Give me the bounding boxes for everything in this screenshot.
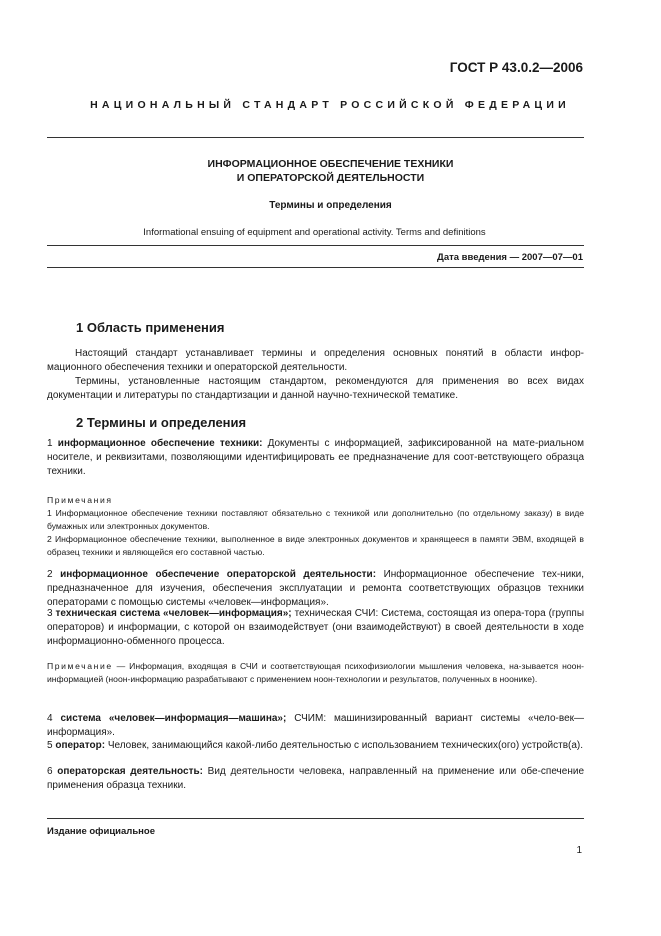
term-3 <box>47 607 584 649</box>
term-5 <box>47 739 584 753</box>
term-name: информационное обеспечение операторской деятельности: <box>60 569 377 580</box>
paragraph: Термины, установленные настоящим стандартом, рекомендуются для применения во всех видах документации и литературы по стандартизации и данной научно-технической тематике. <box>47 376 584 401</box>
introduction-date: Дата введения — 2007—07—01 <box>437 252 583 263</box>
term-1 <box>47 437 584 479</box>
document-title <box>0 157 661 185</box>
term-name: операторская деятельность: <box>57 766 203 777</box>
document-number: ГОСТ Р 43.0.2—2006 <box>449 60 583 75</box>
official-edition-label: Издание официальное <box>47 826 155 837</box>
note-label: Примечание <box>47 661 113 671</box>
term-number: 6 <box>47 766 53 777</box>
divider <box>47 245 584 246</box>
note-2: 2 Информационное обеспечение техники, выполненное в виде электронных документов и хранящееся в памяти ЭВМ, входящей в образец техники и являющейся его составной частью. <box>47 534 584 557</box>
section-1-heading: 1 Область применения <box>76 320 225 335</box>
term-definition: Человек, занимающийся какой-либо деятельностью с использованием технических(ого) устройств(а). <box>107 740 584 751</box>
title-line-2: И ОПЕРАТОРСКОЙ ДЕЯТЕЛЬНОСТИ <box>236 172 425 184</box>
section-1-body <box>47 347 584 403</box>
term-name: оператор: <box>55 740 106 751</box>
term-definition: Документы с информацией, зафиксированной на мате-риальном носителе, и реквизитами, позволяющими идентифицировать ее предназначение для соот-ветствующего образца техники. <box>47 438 584 477</box>
term-number: 3 <box>47 608 53 619</box>
term-definition: техническая СЧИ: Система, состоящая из опера-тора (группы операторов) и информации, с которой он взаимодействует (они взаимодействуют) в своей деятельности в ходе информационно-обменного процесса. <box>47 608 585 647</box>
term-definition: Информационное обеспечение тех-ники, предназначенное для изучения, обеспечения эксплуатации и ремонта соответствующих образцов техники операторами с помощью системы «человек—информация». <box>47 569 585 608</box>
notes-label: Примечания <box>47 495 113 505</box>
term-number: 4 <box>47 713 53 724</box>
note-text: — Информация, входящая в СЧИ и соответствующая психофизиологии мышления человека, на-зывается ноон-информацией (ноон-информацию разрабатывают с применением ноон-технологии и результатов, полученных в ноонике). <box>47 661 584 684</box>
term-6 <box>47 765 584 793</box>
document-subtitle: Термины и определения <box>269 200 392 211</box>
term-number: 5 <box>47 740 53 751</box>
term-definition: СЧИМ: машинизированный вариант системы «чело-век—информация». <box>47 713 585 738</box>
paragraph: Настоящий стандарт устанавливает термины и определения основных понятий в области инфор-мационного обеспечения техники и операторской деятельности. <box>47 348 584 373</box>
note-1: 1 Информационное обеспечение техники поставляют обязательно с техникой или дополнительно (по отдельному заказу) в виде бумажных или электронных документов. <box>47 508 584 531</box>
term-name: информационное обеспечение техники: <box>57 438 263 449</box>
term-4 <box>47 712 584 740</box>
title-line-1: ИНФОРМАЦИОННОЕ ОБЕСПЕЧЕНИЕ ТЕХНИКИ <box>207 158 454 170</box>
term-name: техническая система «человек—информация»; <box>55 608 292 619</box>
divider <box>47 267 584 268</box>
divider <box>47 137 584 138</box>
page-number: 1 <box>576 845 582 856</box>
section-2-heading: 2 Термины и определения <box>76 415 247 430</box>
note-block <box>47 660 584 686</box>
notes-block <box>47 494 584 559</box>
divider <box>47 818 584 819</box>
term-2 <box>47 568 584 610</box>
term-number: 1 <box>47 438 53 449</box>
term-number: 2 <box>47 569 53 580</box>
term-name: система «человек—информация—машина»; <box>60 713 287 724</box>
national-standard-heading: НАЦИОНАЛЬНЫЙ СТАНДАРТ РОССИЙСКОЙ ФЕДЕРАЦИИ <box>90 99 570 111</box>
term-definition: Вид деятельности человека, направленный на применение или обе-спечение применения образца техники. <box>47 766 585 791</box>
english-title: Informational ensuing of equipment and operational activity. Terms and definitions <box>143 227 486 238</box>
